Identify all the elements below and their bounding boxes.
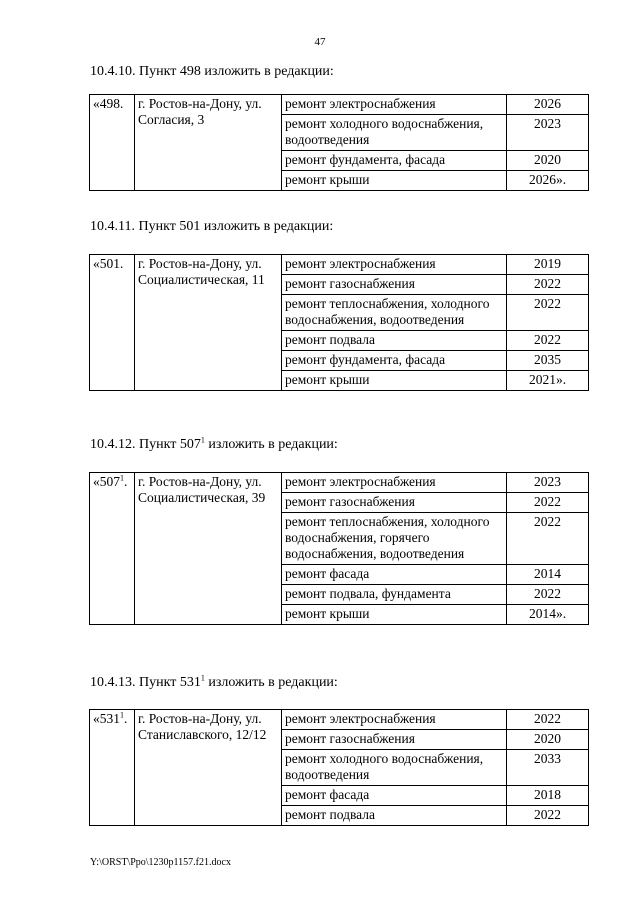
work-type: ремонт холодного водоснабжения, водоотведения	[282, 115, 507, 151]
work-year: 2022	[507, 295, 589, 331]
work-year: 2026	[507, 95, 589, 115]
work-type: ремонт теплоснабжения, холодного водоснабжения, горячего водоснабжения, водоотведения	[282, 513, 507, 565]
amendment-table	[89, 472, 589, 625]
work-year: 2033	[507, 750, 589, 786]
table-row	[90, 710, 589, 730]
work-type: ремонт крыши	[282, 371, 507, 391]
work-year: 2022	[507, 275, 589, 295]
section-heading: 10.4.11. Пункт 501 изложить в редакции:	[90, 219, 334, 234]
work-year: 2020	[507, 730, 589, 750]
work-type: ремонт фундамента, фасада	[282, 351, 507, 371]
work-year: 2014».	[507, 605, 589, 625]
work-year: 2019	[507, 255, 589, 275]
work-type: ремонт электроснабжения	[282, 473, 507, 493]
amendment-table	[89, 254, 589, 391]
work-type: ремонт фасада	[282, 565, 507, 585]
work-type: ремонт теплоснабжения, холодного водоснабжения, водоотведения	[282, 295, 507, 331]
work-year: 2023	[507, 115, 589, 151]
work-type: ремонт подвала	[282, 806, 507, 826]
work-year: 2022	[507, 513, 589, 565]
table-row	[90, 255, 589, 275]
section-heading: 10.4.12. Пункт $507^1$ изложить в редакции:	[90, 435, 338, 452]
work-type: ремонт холодного водоснабжения, водоотведения	[282, 750, 507, 786]
work-type: ремонт электроснабжения	[282, 255, 507, 275]
item-number: «501.	[90, 255, 135, 391]
work-year: 2022	[507, 710, 589, 730]
work-type: ремонт газоснабжения	[282, 730, 507, 750]
work-year: 2021».	[507, 371, 589, 391]
work-year: 2022	[507, 806, 589, 826]
work-year: 2035	[507, 351, 589, 371]
table-row	[90, 95, 589, 115]
work-year: 2023	[507, 473, 589, 493]
work-type: ремонт крыши	[282, 171, 507, 191]
page-number: 47	[314, 36, 326, 48]
work-year: 2022	[507, 585, 589, 605]
work-type: ремонт электроснабжения	[282, 95, 507, 115]
item-address: г. Ростов-на-Дону, ул. Социалистическая, 11	[135, 255, 282, 391]
work-type: ремонт газоснабжения	[282, 275, 507, 295]
table-row	[90, 473, 589, 493]
amendment-table	[89, 709, 589, 826]
work-type: ремонт электроснабжения	[282, 710, 507, 730]
work-type: ремонт крыши	[282, 605, 507, 625]
section-heading: 10.4.10. Пункт 498 изложить в редакции:	[90, 64, 334, 79]
amendment-table	[89, 94, 589, 191]
work-year: 2022	[507, 331, 589, 351]
work-year: 2014	[507, 565, 589, 585]
item-address: г. Ростов-на-Дону, ул. Социалистическая, 39	[135, 473, 282, 625]
work-year: 2022	[507, 493, 589, 513]
section-heading: 10.4.13. Пункт $531^1$ изложить в редакции:	[90, 673, 338, 690]
work-type: ремонт подвала	[282, 331, 507, 351]
work-type: ремонт фасада	[282, 786, 507, 806]
work-year: 2026».	[507, 171, 589, 191]
footer-file-path: Y:\ORST\Ppo\1230p1157.f21.docx	[90, 857, 231, 868]
item-number: «$531^1$.	[90, 710, 135, 826]
work-year: 2020	[507, 151, 589, 171]
work-type: ремонт газоснабжения	[282, 493, 507, 513]
work-type: ремонт фундамента, фасада	[282, 151, 507, 171]
work-year: 2018	[507, 786, 589, 806]
work-type: ремонт подвала, фундамента	[282, 585, 507, 605]
item-address: г. Ростов-на-Дону, ул. Согласия, 3	[135, 95, 282, 191]
item-number: «$507^1$.	[90, 473, 135, 625]
item-address: г. Ростов-на-Дону, ул. Станиславского, 12/12	[135, 710, 282, 826]
item-number: «498.	[90, 95, 135, 191]
